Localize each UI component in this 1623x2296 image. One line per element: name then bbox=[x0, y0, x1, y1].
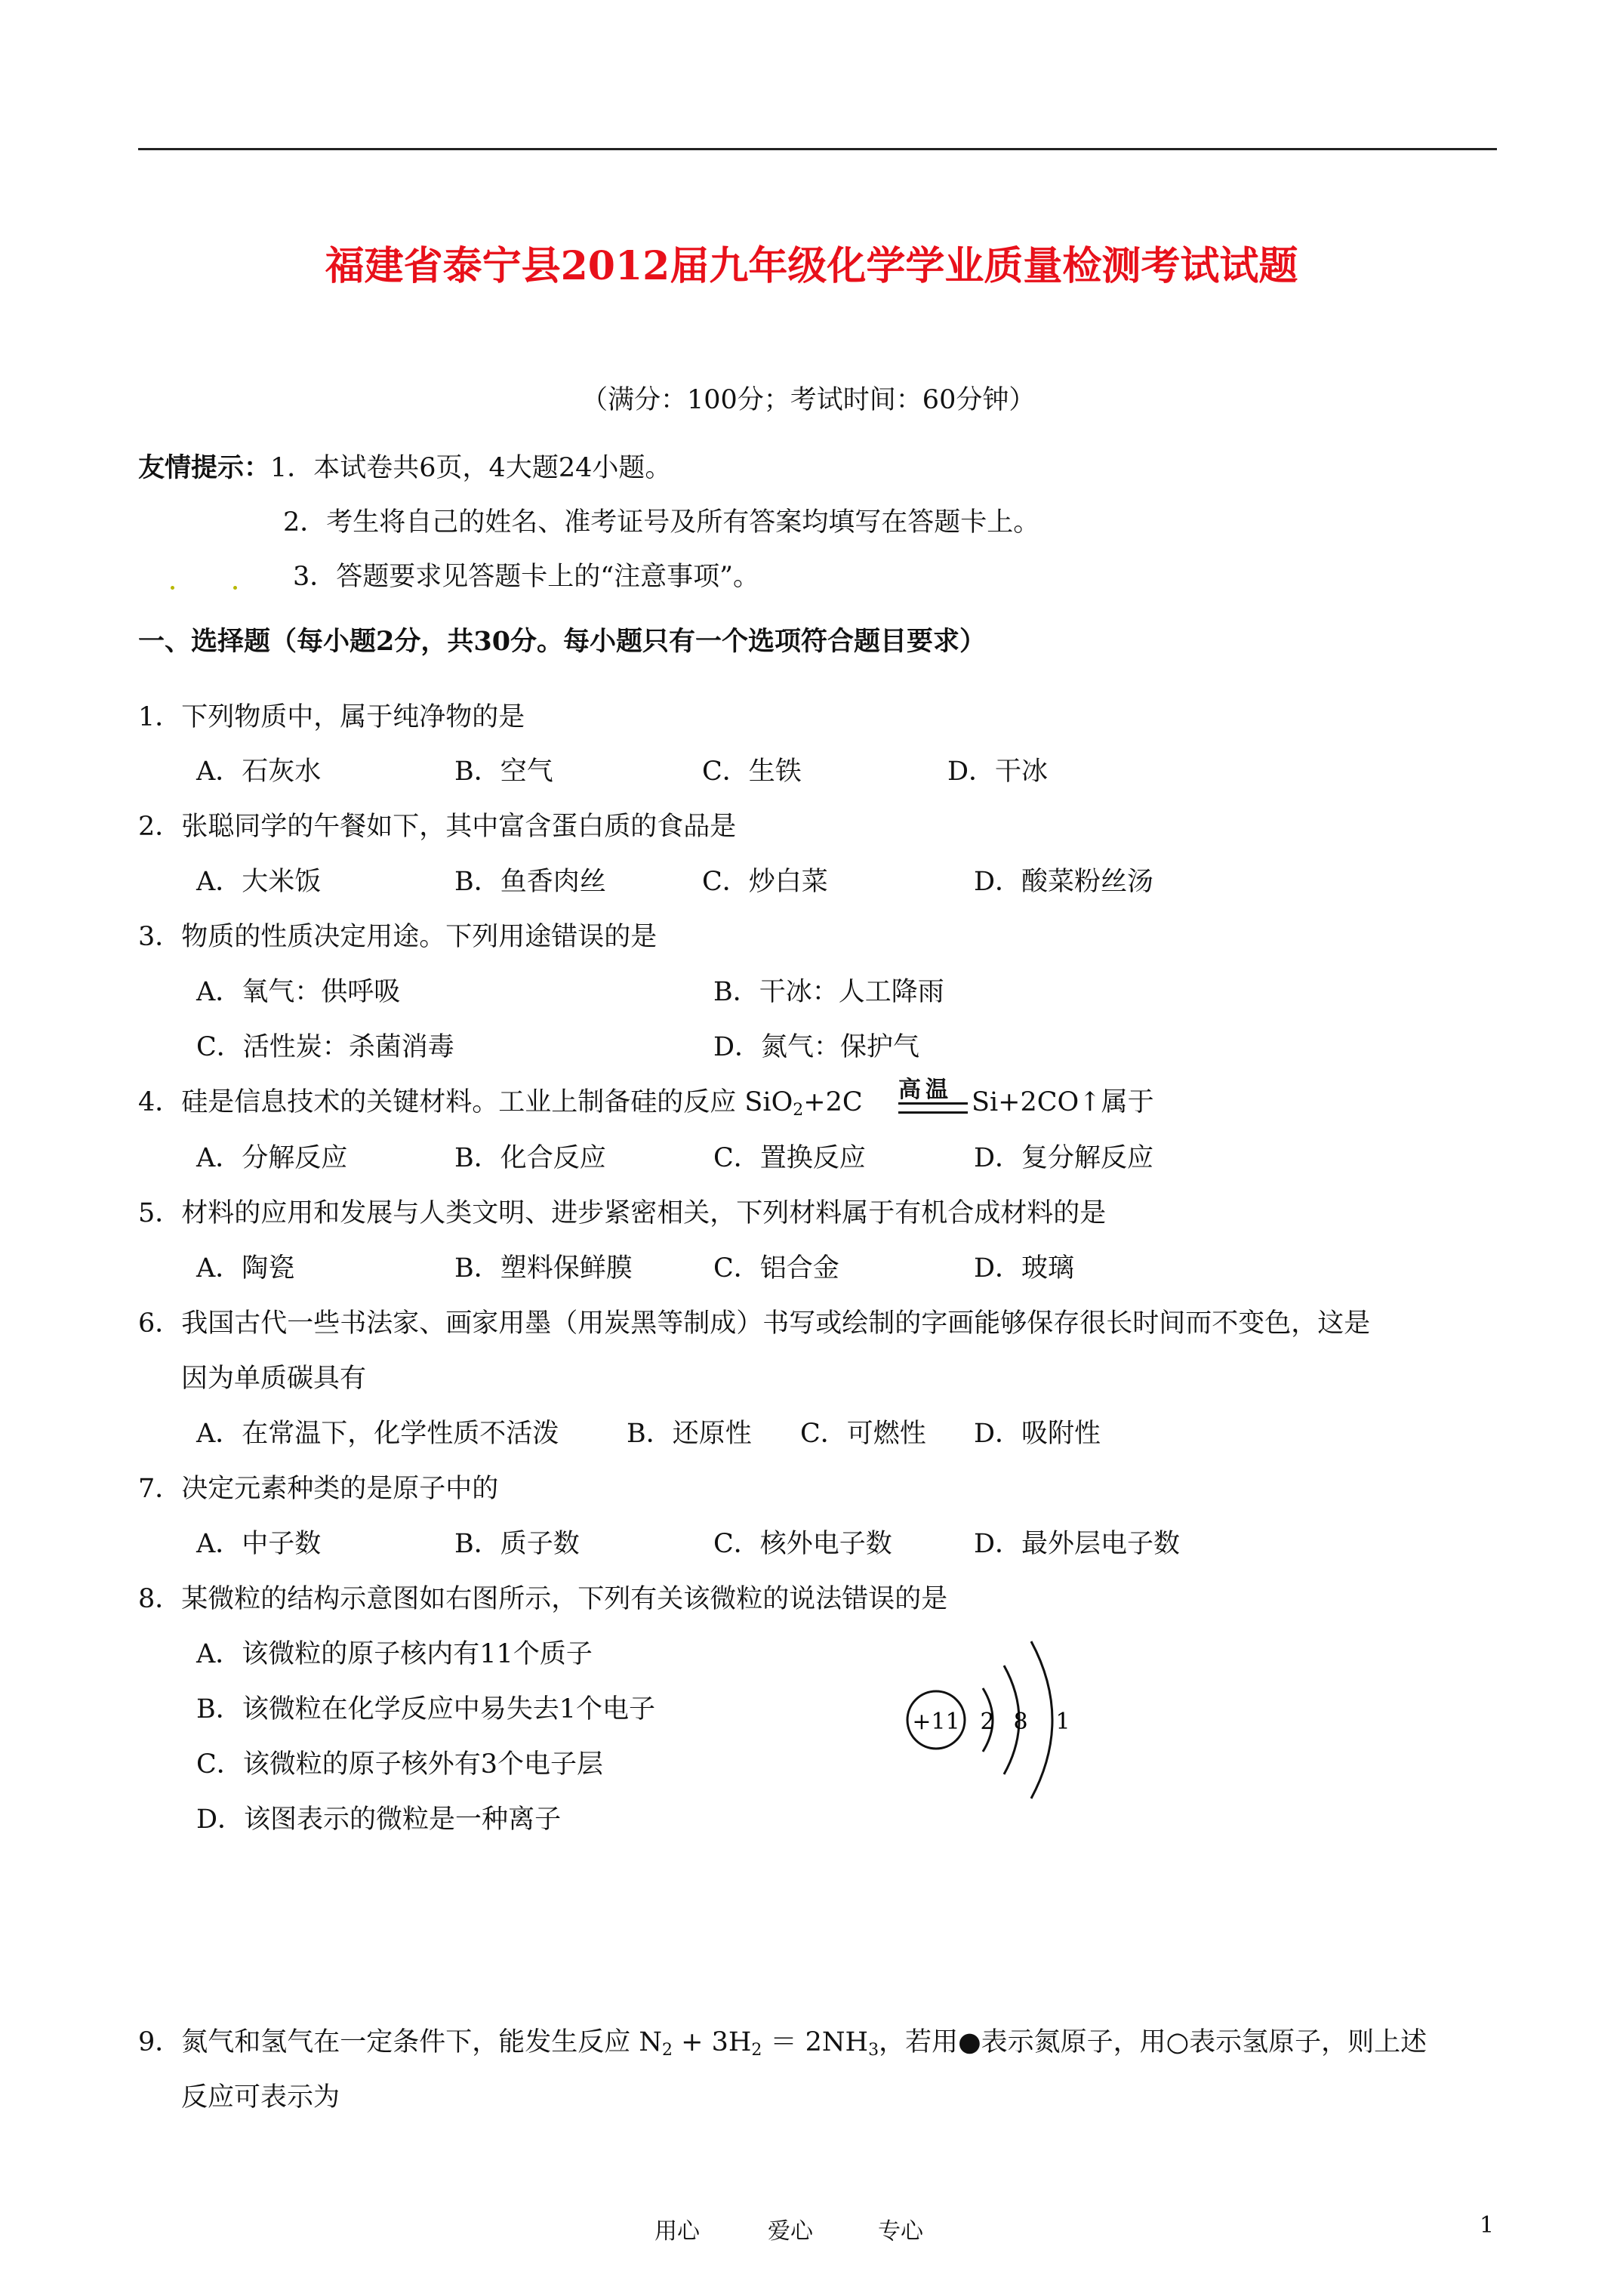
q8-stem: 8．某微粒的结构示意图如右图所示，下列有关该微粒的说法错误的是 bbox=[138, 1584, 948, 1614]
q5-option-d: D．玻璃 bbox=[974, 1253, 1075, 1284]
q1-option-c: C．生铁 bbox=[702, 757, 802, 787]
q3-option-a: A．氧气：供呼吸 bbox=[196, 977, 401, 1007]
q1-stem: 1．下列物质中，属于纯净物的是 bbox=[138, 702, 525, 732]
q2-option-b: B．鱼香肉丝 bbox=[454, 867, 606, 897]
q1-option-b: B．空气 bbox=[454, 757, 553, 787]
reaction-condition bbox=[898, 1071, 953, 1104]
q9-stem-line-2: 反应可表示为 bbox=[181, 2082, 340, 2113]
q3-option-b: B．干冰：人工降雨 bbox=[713, 977, 944, 1007]
footer-motto-2: 爱心 bbox=[768, 2218, 813, 2245]
q2-option-a: A．大米饭 bbox=[196, 867, 322, 897]
stray-dot bbox=[233, 586, 237, 590]
condition-high-temp: 高温 bbox=[898, 1077, 953, 1103]
q8-option-d: D．该图表示的微粒是一种离子 bbox=[196, 1804, 562, 1835]
q8-option-c: C．该微粒的原子核外有3个电子层 bbox=[196, 1749, 604, 1780]
q7-option-a: A．中子数 bbox=[196, 1529, 322, 1559]
q4-stem-tail: Si+2CO↑属于 bbox=[972, 1087, 1154, 1117]
electron-shell-3 bbox=[1031, 1641, 1052, 1798]
q4-option-c: C．置换反应 bbox=[713, 1143, 866, 1173]
notes-label: 友情提示： bbox=[138, 452, 271, 483]
q8-option-b: B．该微粒在化学反应中易失去1个电子 bbox=[196, 1694, 655, 1724]
q8-option-a: A．该微粒的原子核内有11个质子 bbox=[196, 1639, 593, 1669]
note-item-2: 2．考生将自己的姓名、准考证号及所有答案均填写在答题卡上。 bbox=[283, 507, 1040, 538]
atom-structure-diagram bbox=[898, 1623, 1095, 1820]
q4-option-a: A．分解反应 bbox=[196, 1143, 348, 1173]
note-item-1: 1．本试卷共6页，4大题24小题。 bbox=[270, 453, 672, 483]
q1-option-a: A．石灰水 bbox=[196, 757, 322, 787]
q3-stem: 3．物质的性质决定用途。下列用途错误的是 bbox=[138, 922, 658, 952]
q9-stem-line-1: 9．氮气和氢气在一定条件下，能发生反应 $N_2 + 3H_2 = 2NH_3$，若用●表示氮原子，用○表示氢原子，则上述 bbox=[138, 2027, 1427, 2060]
q4-option-b: B．化合反应 bbox=[454, 1143, 606, 1173]
footer-motto-1: 用心 bbox=[654, 2218, 700, 2245]
header-rule bbox=[138, 148, 1497, 150]
notes-line-1 bbox=[138, 451, 671, 485]
q4-option-d: D．复分解反应 bbox=[974, 1143, 1154, 1173]
footer-motto-3: 专心 bbox=[878, 2218, 923, 2245]
q7-option-b: B．质子数 bbox=[454, 1529, 580, 1559]
q6-stem-line-2: 因为单质碳具有 bbox=[181, 1364, 367, 1394]
q6-option-c: C．可燃性 bbox=[800, 1419, 926, 1449]
q6-option-b: B．还原性 bbox=[627, 1419, 752, 1449]
exam-info: （满分：100分；考试时间：60分钟） bbox=[581, 385, 1036, 415]
q1-option-d: D．干冰 bbox=[947, 757, 1049, 787]
q2-option-d: D．酸菜粉丝汤 bbox=[974, 867, 1154, 897]
q6-option-a: A．在常温下，化学性质不活泼 bbox=[196, 1419, 559, 1449]
nucleus-charge: +11 bbox=[912, 1709, 960, 1735]
q2-stem: 2．张聪同学的午餐如下，其中富含蛋白质的食品是 bbox=[138, 812, 737, 842]
q6-option-d: D．吸附性 bbox=[974, 1419, 1101, 1449]
q5-stem: 5．材料的应用和发展与人类文明、进步紧密相关，下列材料属于有机合成材料的是 bbox=[138, 1198, 1107, 1228]
q7-option-d: D．最外层电子数 bbox=[974, 1529, 1181, 1559]
page-number: 1 bbox=[1480, 2212, 1495, 2239]
page-title: 福建省泰宁县2012届九年级化学学业质量检测考试试题 bbox=[325, 243, 1298, 289]
q6-stem-line-1: 6．我国古代一些书法家、画家用墨（用炭黑等制成）书写或绘制的字画能够保存很长时间而不变色，这是 bbox=[138, 1308, 1371, 1339]
shell-3-electrons: 1 bbox=[1055, 1709, 1070, 1735]
stray-dot bbox=[171, 586, 174, 590]
shell-2-electrons: 8 bbox=[1013, 1709, 1028, 1735]
q7-stem: 7．决定元素种类的是原子中的 bbox=[138, 1474, 499, 1504]
q5-option-a: A．陶瓷 bbox=[196, 1253, 295, 1284]
note-item-3: 3．答题要求见答题卡上的“注意事项”。 bbox=[293, 562, 760, 592]
q5-option-b: B．塑料保鲜膜 bbox=[454, 1253, 633, 1284]
equals-bars bbox=[898, 1102, 968, 1114]
q7-option-c: C．核外电子数 bbox=[713, 1529, 892, 1559]
q2-option-c: C．炒白菜 bbox=[702, 867, 828, 897]
q5-option-c: C．铝合金 bbox=[713, 1253, 839, 1284]
q4-stem: 4．硅是信息技术的关键材料。工业上制备硅的反应 SiO$_2$+2C bbox=[138, 1087, 863, 1120]
section-heading: 一、选择题（每小题2分，共30分。每小题只有一个选项符合题目要求） bbox=[138, 626, 987, 657]
q3-option-c: C．活性炭：杀菌消毒 bbox=[196, 1032, 454, 1062]
shell-1-electrons: 2 bbox=[980, 1709, 995, 1735]
q3-option-d: D．氮气：保护气 bbox=[713, 1032, 920, 1062]
